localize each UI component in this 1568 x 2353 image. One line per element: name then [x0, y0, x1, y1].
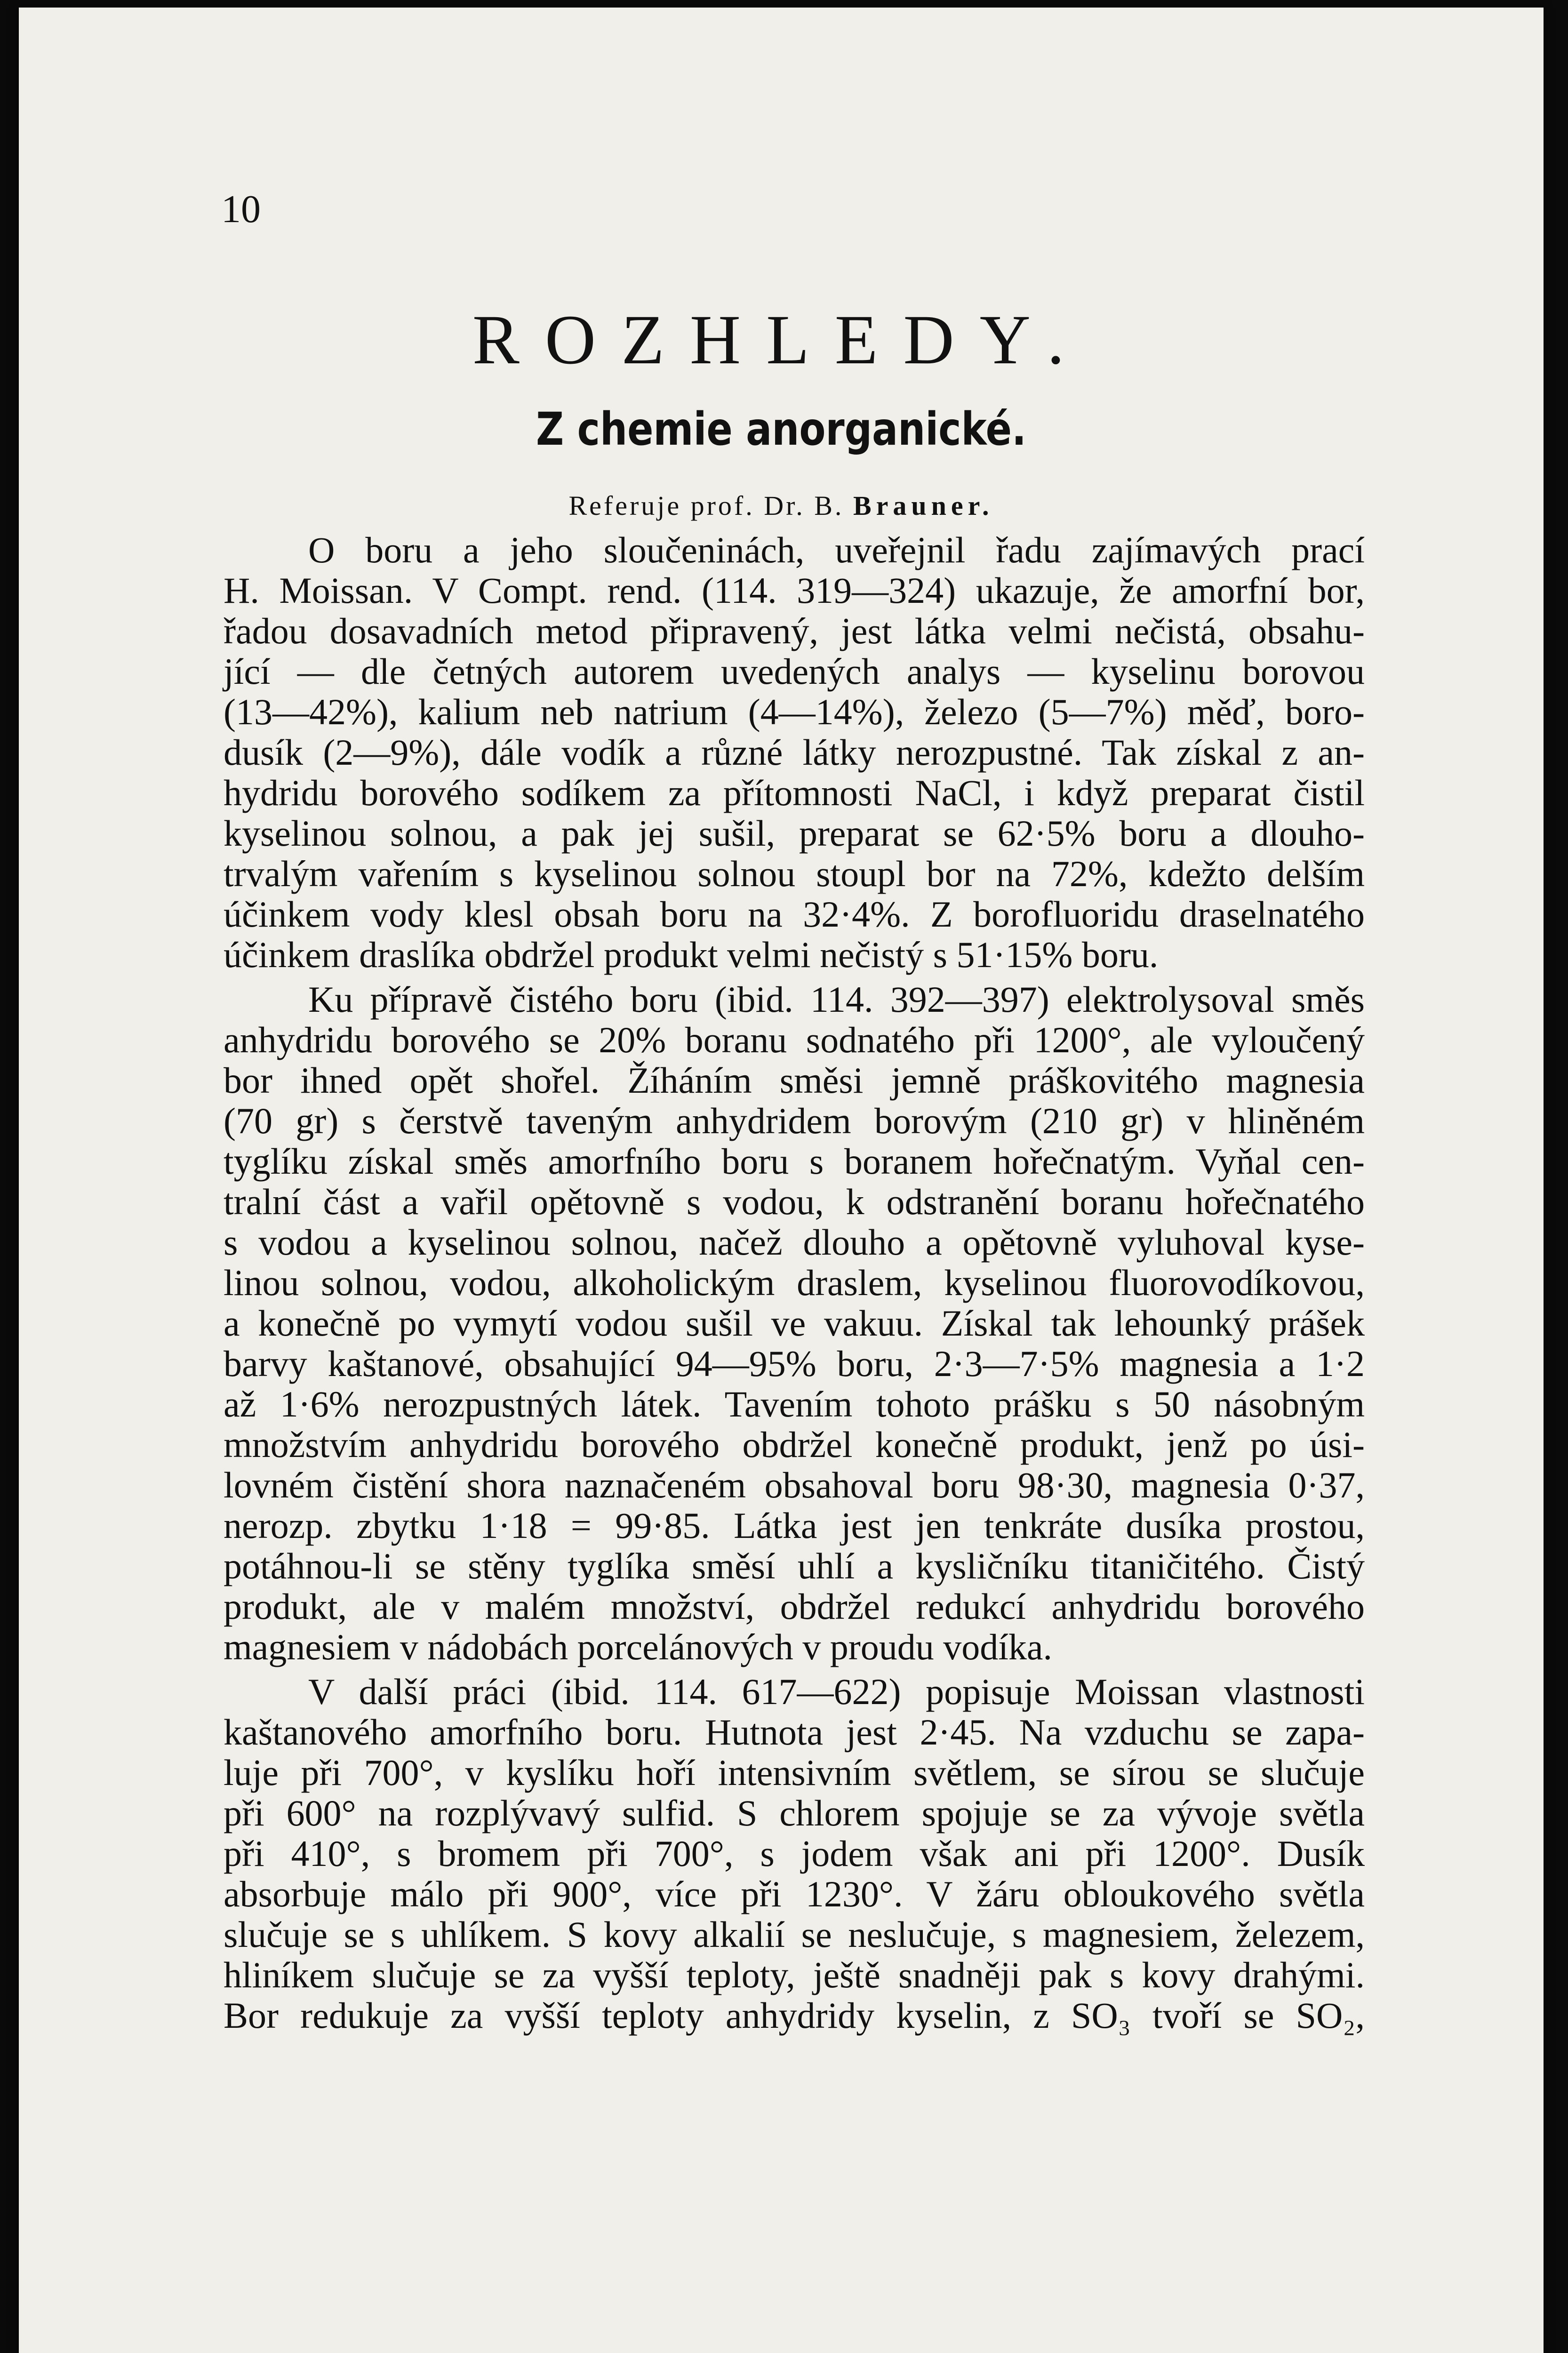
- text-line: Bor redukuje za vyšší teploty anhydridy kyselin, z SO₃ tvoří se SO₂,: [224, 1995, 1365, 2036]
- text-line: bor ihned opět shořel. Žíháním směsi jemně práškovitého magnesia: [224, 1060, 1365, 1101]
- text-line: H. Moissan. V Compt. rend. (114. 319—324) ukazuje, že amorfní bor,: [224, 570, 1365, 611]
- text-line: produkt, ale v malém množství, obdržel redukcí anhydridu borového: [224, 1586, 1365, 1627]
- text-line: (70 gr) s čerstvě taveným anhydridem borovým (210 gr) v hliněném: [224, 1100, 1365, 1141]
- text-line: kyselinou solnou, a pak jej sušil, preparat se 62·5% boru a dlouho-: [224, 813, 1365, 854]
- text-line: luje při 700°, v kyslíku hoří intensivním světlem, se sírou se slučuje: [224, 1752, 1365, 1793]
- text-line: anhydridu borového se 20% boranu sodnatého při 1200°, ale vyloučený: [224, 1019, 1365, 1060]
- referee-prefix: Referuje prof. Dr. B.: [568, 490, 844, 521]
- text-line: při 600° na rozplývavý sulfid. S chlorem spojuje se za vývoje světla: [224, 1793, 1365, 1833]
- text-line: s vodou a kyselinou solnou, načež dlouho a opětovně vyluhoval kyse-: [224, 1222, 1365, 1263]
- text-line: Ku přípravě čistého boru (ibid. 114. 392—397) elektrolysoval směs: [308, 979, 1365, 1020]
- text-line: tyglíku získal směs amorfního boru s boranem hořečnatým. Vyňal cen-: [224, 1141, 1365, 1182]
- text-line: jící — dle četných autorem uvedených analys — kyselinu borovou: [224, 651, 1365, 692]
- text-line: absorbuje málo při 900°, více při 1230°. V žáru obloukového světla: [224, 1873, 1365, 1914]
- referee-line: [19, 490, 1544, 521]
- document-page: [19, 8, 1544, 2353]
- referee-name: Brauner.: [853, 490, 994, 521]
- article-subtitle: Z chemie anorganické.: [536, 403, 1026, 456]
- text-line: barvy kaštanové, obsahující 94—95% boru, 2·3—7·5% magnesia a 1·2: [224, 1343, 1365, 1384]
- text-line: linou solnou, vodou, alkoholickým draslem, kyselinou fluorovodíkovou,: [224, 1262, 1365, 1303]
- text-line: až 1·6% nerozpustných látek. Tavením tohoto prášku s 50 násobným: [224, 1384, 1365, 1425]
- text-line: hydridu borového sodíkem za přítomnosti NaCl, i když preparat čistil: [224, 772, 1365, 813]
- text-line: O boru a jeho sloučeninách, uveřejnil řadu zajímavých prací: [308, 529, 1365, 570]
- text-line: (13—42%), kalium neb natrium (4—14%), železo (5—7%) měď, boro-: [224, 691, 1365, 732]
- text-line: hliníkem slučuje se za vyšší teploty, ještě snadněji pak s kovy drahými.: [224, 1954, 1365, 1995]
- text-line: potáhnou-li se stěny tyglíka směsí uhlí a kysličníku titaničitého. Čistý: [224, 1545, 1365, 1586]
- text-line: dusík (2—9%), dále vodík a různé látky nerozpustné. Tak získal z an-: [224, 732, 1365, 773]
- text-line: řadou dosavadních metod připravený, jest látka velmi nečistá, obsahu-: [224, 610, 1365, 651]
- text-line: množstvím anhydridu borového obdržel konečně produkt, jenž po úsi-: [224, 1424, 1365, 1465]
- article-body: [224, 530, 1365, 2036]
- text-line: slučuje se s uhlíkem. S kovy alkalií se neslučuje, s magnesiem, železem,: [224, 1914, 1365, 1955]
- text-line: trvalým vařením s kyselinou solnou stoupl bor na 72%, kdežto delším: [224, 853, 1365, 894]
- text-line: lovném čistění shora naznačeném obsahoval boru 98·30, magnesia 0·37,: [224, 1465, 1365, 1505]
- text-line: při 410°, s bromem při 700°, s jodem však ani při 1200°. Dusík: [224, 1833, 1365, 1874]
- text-line: V další práci (ibid. 114. 617—622) popisuje Moissan vlastnosti: [308, 1671, 1365, 1712]
- text-line: účinkem vody klesl obsah boru na 32·4%. Z borofluoridu draselnatého: [224, 894, 1365, 935]
- page-number: 10: [221, 187, 261, 231]
- section-title: ROZHLEDY.: [472, 301, 1090, 379]
- text-line: kaštanového amorfního boru. Hutnota jest 2·45. Na vzduchu se zapa-: [224, 1712, 1365, 1753]
- text-line: a konečně po vymytí vodou sušil ve vakuu. Získal tak lehounký prášek: [224, 1303, 1365, 1344]
- text-line: tralní část a vařil opětovně s vodou, k odstranění boranu hořečnatého: [224, 1181, 1365, 1222]
- text-line: nerozp. zbytku 1·18 = 99·85. Látka jest jen tenkráte dusíka prostou,: [224, 1505, 1365, 1546]
- text-line: magnesiem v nádobách porcelánových v proudu vodíka.: [224, 1626, 1052, 1667]
- text-line: účinkem draslíka obdržel produkt velmi nečistý s 51·15% boru.: [224, 934, 1159, 975]
